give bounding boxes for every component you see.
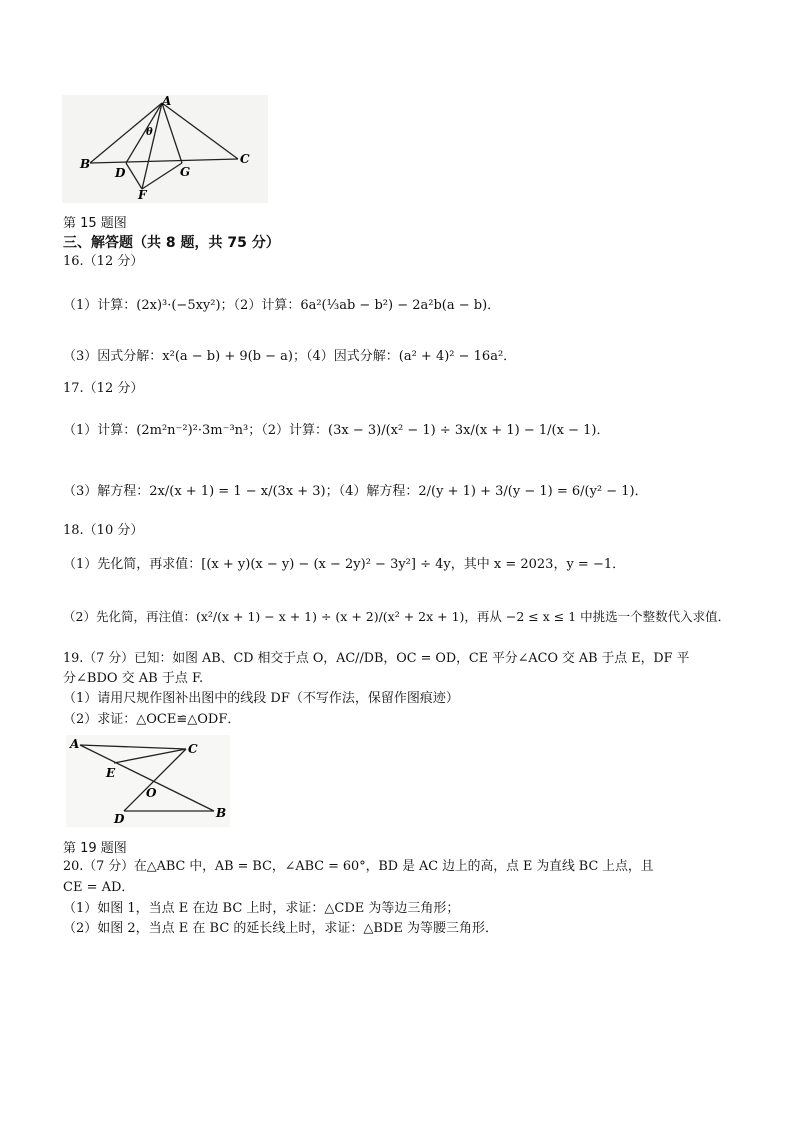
fig15-label-C: C: [240, 152, 250, 166]
fig15-label-F: F: [138, 188, 147, 202]
fig19-label-D: D: [114, 812, 125, 826]
q17-line2: （3）解方程：2x/(x + 1) = 1 − x/(3x + 3)；（4）解方程：2/(y + 1) + 3/(y − 1) = 6/(y² − 1)．: [63, 484, 648, 499]
fig15-label-A: A: [162, 95, 172, 108]
figure-19-caption: 第 19 题图: [63, 841, 127, 856]
fig15-label-theta: θ: [146, 127, 153, 138]
fig19-label-B: B: [216, 806, 227, 820]
q19-line2: 分∠BDO 交 AB 于点 F.: [63, 671, 204, 686]
fig15-label-G: G: [180, 165, 191, 179]
q20-line4: （2）如图 2，当点 E 在 BC 的延长线上时，求证：△BDE 为等腰三角形．: [63, 921, 499, 936]
figure-19: [66, 735, 230, 827]
q18-line1: （1）先化简，再求值：[(x + y)(x − y) − (x − 2y)² − 3y²] ÷ 4y，其中 x = 2023，y = −1．: [63, 557, 626, 572]
figure-19-diagram: [66, 735, 230, 827]
fig15-label-B: B: [80, 157, 91, 171]
q16-head: 16.（12 分）: [63, 254, 144, 269]
q20-line3: （1）如图 1，当点 E 在边 BC 上时，求证：△CDE 为等边三角形；: [63, 901, 460, 916]
q18-head: 18.（10 分）: [63, 523, 144, 538]
fig15-label-D: D: [115, 166, 126, 180]
q20-line1: 20.（7 分）在△ABC 中，AB = BC，∠ABC = 60°，BD 是 AC 边上的高，点 E 为直线 BC 上点，且: [63, 859, 654, 874]
fig19-label-A: A: [70, 737, 80, 751]
fig19-label-C: C: [188, 742, 198, 756]
section-3-title: 三、解答题（共 8 题，共 75 分）: [63, 235, 280, 251]
q19-line3: （1）请用尺规作图补出图中的线段 DF（不写作法，保留作图痕迹）: [63, 691, 459, 706]
q16-line2: （3）因式分解：x²(a − b) + 9(b − a)；（4）因式分解：(a² + 4)² − 16a²．: [63, 349, 517, 364]
q20-line2: CE = AD．: [63, 880, 135, 895]
q16-line1: （1）计算：(2x)³·(−5xy²)；（2）计算：6a²(⅓ab − b²) − 2a²b(a − b)．: [63, 298, 501, 313]
q19-line4: （2）求证：△OCE≌△ODF．: [63, 712, 241, 727]
figure-15: [62, 95, 268, 203]
q17-head: 17.（12 分）: [63, 381, 144, 396]
fig19-label-E: E: [106, 766, 116, 780]
figure-15-caption: 第 15 题图: [63, 216, 127, 231]
fig19-label-O: O: [146, 786, 157, 800]
q19-line1: 19.（7 分）已知：如图 AB、CD 相交于点 O，AC//DB，OC = OD，CE 平分∠ACO 交 AB 于点 E，DF 平: [63, 651, 690, 666]
figure-15-diagram: [62, 95, 268, 203]
q18-line2: （2）先化简，再注值：(x²/(x + 1) − x + 1) ÷ (x + 2)/(x² + 2x + 1)，再从 −2 ≤ x ≤ 1 中挑选一个整数代入求值．: [63, 609, 731, 624]
q17-line1: （1）计算：(2m²n⁻²)²·3m⁻³n³；（2）计算：(3x − 3)/(x² − 1) ÷ 3x/(x + 1) − 1/(x − 1)．: [63, 423, 610, 438]
